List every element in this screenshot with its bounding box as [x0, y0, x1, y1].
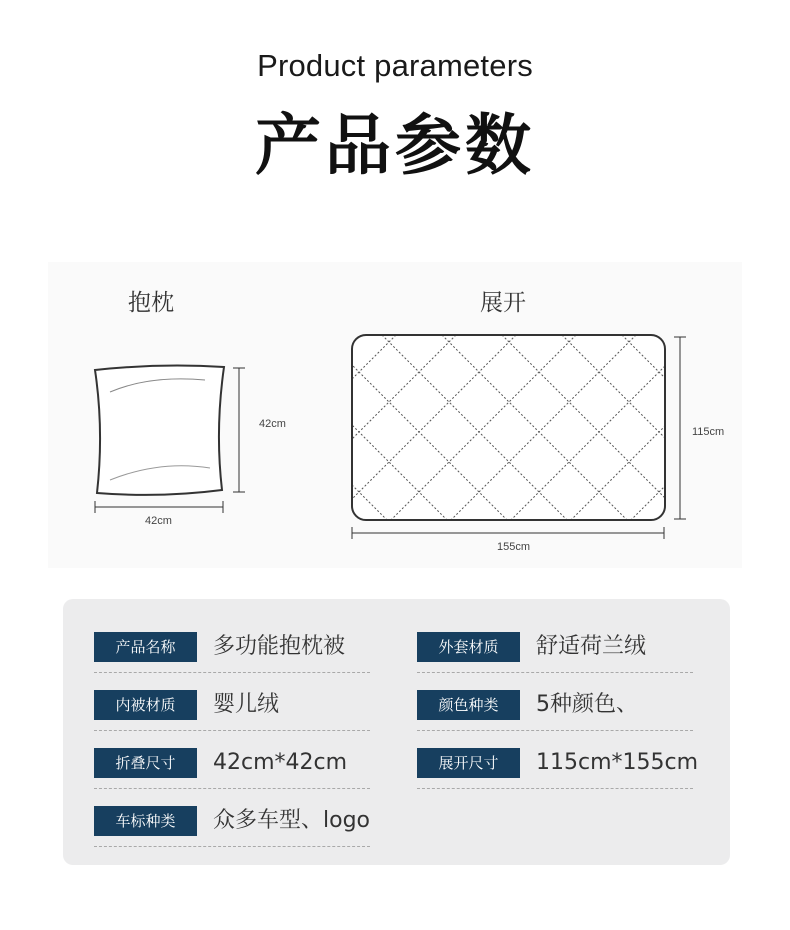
unfolded-label: 展开: [480, 290, 526, 316]
pillow-width-label: 42cm: [145, 515, 172, 527]
blanket-height-label: 115cm: [692, 426, 725, 438]
param-key-tag: 颜色种类: [417, 690, 520, 720]
dashed-divider: [94, 672, 370, 673]
param-key-tag: 内被材质: [94, 690, 197, 720]
param-key-tag: 展开尺寸: [417, 748, 520, 778]
param-value: 5种颜色、: [536, 692, 638, 717]
dashed-divider: [94, 730, 370, 731]
param-value: 舒适荷兰绒: [536, 634, 647, 659]
title-english: Product parameters: [257, 48, 533, 83]
param-car-logo-types: [94, 806, 370, 850]
param-folded-size: [94, 748, 370, 792]
title-chinese: 产品参数: [255, 107, 535, 184]
param-value: 婴儿绒: [213, 692, 280, 717]
param-color-options: [417, 690, 693, 734]
dashed-divider: [417, 672, 693, 673]
param-key-tag: 外套材质: [417, 632, 520, 662]
param-value: 115cm*155cm: [536, 750, 699, 775]
pillow-label: 抱枕: [128, 290, 174, 316]
param-value: 42cm*42cm: [213, 750, 348, 775]
param-outer-material: [417, 632, 693, 676]
param-product-name: [94, 632, 370, 676]
dashed-divider: [94, 788, 370, 789]
param-key-tag: 车标种类: [94, 806, 197, 836]
param-value: 多功能抱枕被: [213, 634, 346, 659]
param-key-tag: 产品名称: [94, 632, 197, 662]
param-unfolded-size: [417, 748, 699, 792]
blanket-width-label: 155cm: [497, 541, 531, 553]
dashed-divider: [94, 846, 370, 847]
param-inner-material: [94, 690, 370, 734]
pillow-height-label: 42cm: [259, 418, 286, 430]
param-key-tag: 折叠尺寸: [94, 748, 197, 778]
dashed-divider: [417, 730, 693, 731]
dashed-divider: [417, 788, 693, 789]
param-value: 众多车型、logo: [213, 808, 370, 833]
